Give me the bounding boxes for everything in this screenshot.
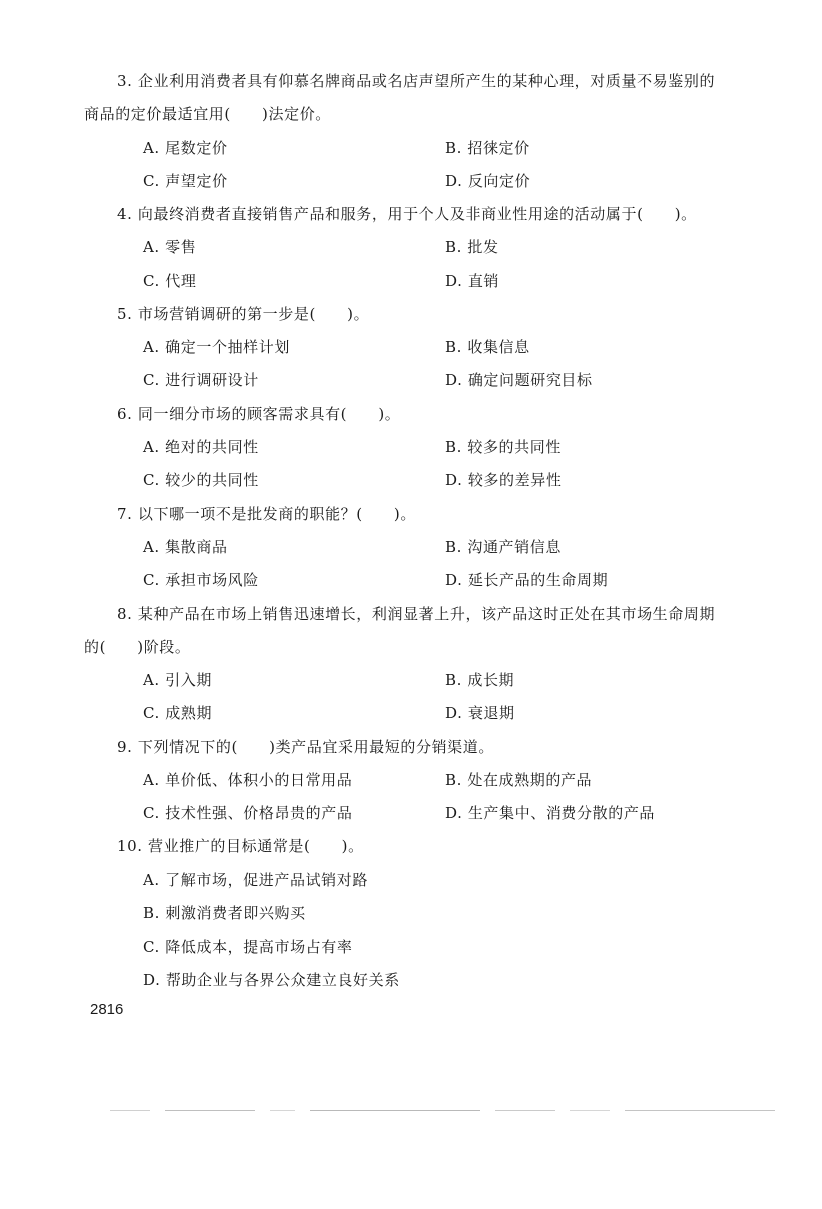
question-8-option-c: C. 成熟期 [143,704,213,722]
question-8-stem: 8. 某种产品在市场上销售迅速增长，利润显著上升，该产品这时正处在其市场生命周期 [117,605,716,623]
question-8-option-b: B. 成长期 [445,671,515,689]
question-3-option-d: D. 反向定价 [445,172,531,190]
question-6-option-c: C. 较少的共同性 [143,471,259,489]
question-9-option-c: C. 技术性强、价格昂贵的产品 [143,804,353,822]
question-3-option-a: A. 尾数定价 [143,139,228,157]
question-5-option-a: A. 确定一个抽样计划 [143,338,290,356]
question-10-option-b: B. 刺激消费者即兴购买 [143,904,306,922]
question-10-option-c: C. 降低成本，提高市场占有率 [143,938,353,956]
question-9-option-d: D. 生产集中、消费分散的产品 [445,804,656,822]
question-7-option-d: D. 延长产品的生命周期 [445,571,609,589]
question-7-option-c: C. 承担市场风险 [143,571,259,589]
question-3-stem: 3. 企业利用消费者具有仰慕名牌商品或名店声望所产生的某种心理，对质量不易鉴别的 [117,72,716,90]
scan-artifact-divider [110,1110,780,1114]
question-4-option-d: D. 直销 [445,272,500,290]
question-6-option-b: B. 较多的共同性 [445,438,561,456]
question-3-stem-continued: 商品的定价最适宜用( )法定价。 [84,105,331,123]
question-10-option-a: A. 了解市场，促进产品试销对路 [143,871,368,889]
page-number: 2816 [90,1001,124,1018]
question-6-option-a: A. 绝对的共同性 [143,438,259,456]
question-8-option-a: A. 引入期 [143,671,212,689]
question-8-option-d: D. 衰退期 [445,704,515,722]
question-4-stem: 4. 向最终消费者直接销售产品和服务，用于个人及非商业性用途的活动属于( )。 [117,205,697,223]
question-7-option-a: A. 集散商品 [143,538,228,556]
question-6-stem: 6. 同一细分市场的顾客需求具有( )。 [117,405,401,423]
question-5-option-d: D. 确定问题研究目标 [445,371,593,389]
question-3-option-c: C. 声望定价 [143,172,228,190]
question-4-option-a: A. 零售 [143,238,197,256]
question-4-option-c: C. 代理 [143,272,197,290]
question-7-stem: 7. 以下哪一项不是批发商的职能？( )。 [117,505,416,523]
question-7-option-b: B. 沟通产销信息 [445,538,561,556]
question-4-option-b: B. 批发 [445,238,499,256]
question-10-option-d: D. 帮助企业与各界公众建立良好关系 [143,971,400,989]
question-9-option-b: B. 处在成熟期的产品 [445,771,593,789]
question-9-option-a: A. 单价低、体积小的日常用品 [143,771,353,789]
question-3-option-b: B. 招徕定价 [445,139,530,157]
question-9-stem: 9. 下列情况下的( )类产品宜采用最短的分销渠道。 [117,738,494,756]
question-6-option-d: D. 较多的差异性 [445,471,562,489]
question-5-option-c: C. 进行调研设计 [143,371,259,389]
question-5-stem: 5. 市场营销调研的第一步是( )。 [117,305,370,323]
question-5-option-b: B. 收集信息 [445,338,530,356]
question-10-stem: 10. 营业推广的目标通常是( )。 [117,837,364,855]
question-8-stem-continued: 的( )阶段。 [84,638,191,656]
